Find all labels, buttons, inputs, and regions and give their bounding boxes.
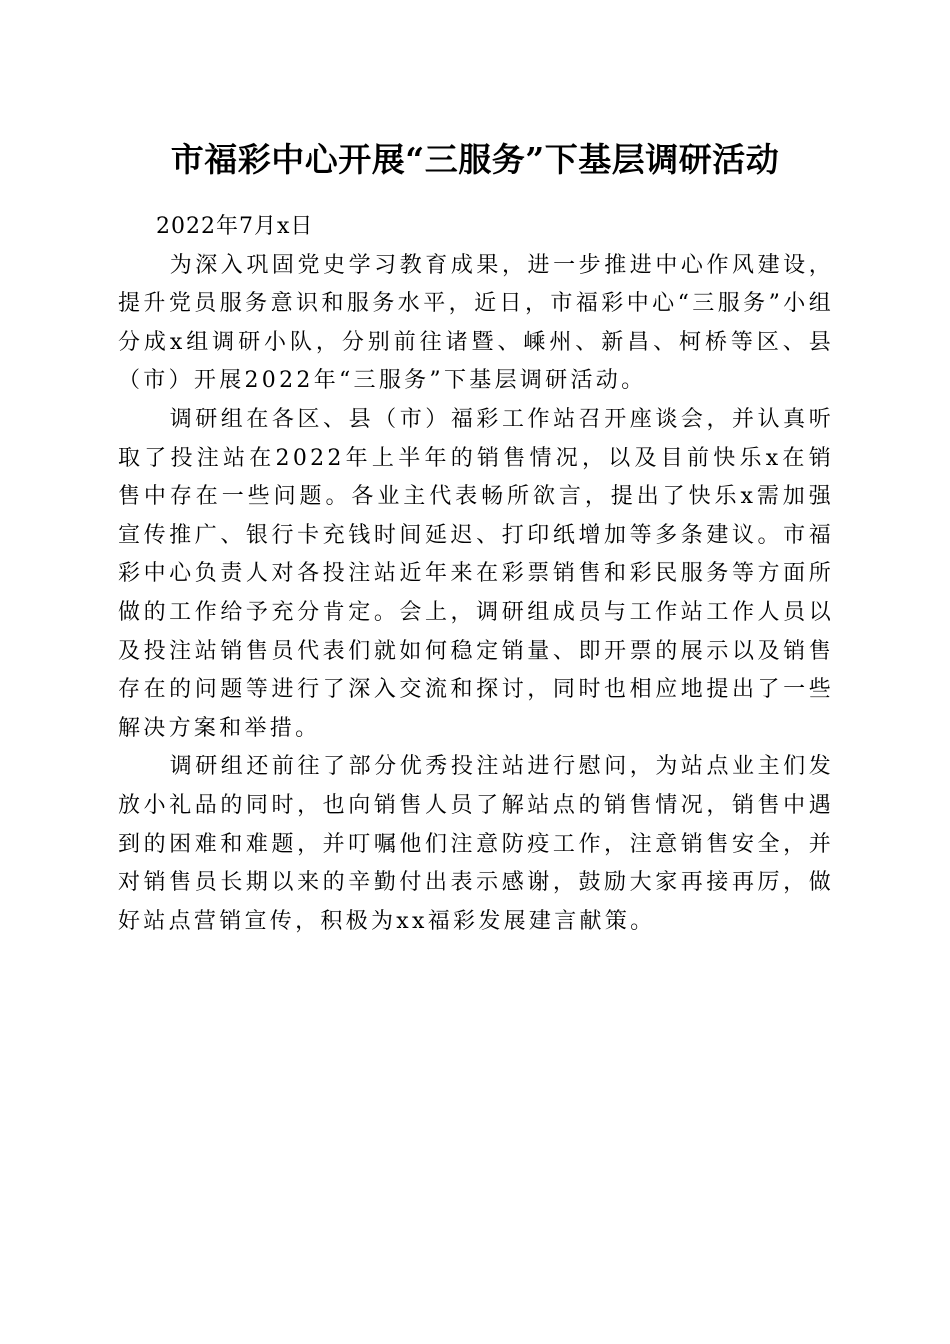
document-date: 2022年7月x日 (156, 214, 314, 239)
document-body (118, 208, 834, 941)
paragraph: 调研组在各区、县（市）福彩工作站召开座谈会，并认真听取了投注站在2022年上半年的销售情况，以及目前快乐x在销售中存在一些问题。各业主代表畅所欲言，提出了快乐x需加强宣传推广、银行卡充钱时间延迟、打印纸增加等多条建议。市福彩中心负责人对各投注站近年来在彩票销售和彩民服务等方面所做的工作给予充分肯定。会上，调研组成员与工作站工作人员以及投注站销售员代表们就如何稳定销量、即开票的展示以及销售存在的问题等进行了深入交流和探讨，同时也相应地提出了一些解决方案和举措。 (118, 406, 834, 741)
paragraph: 调研组还前往了部分优秀投注站进行慰问，为站点业主们发放小礼品的同时，也向销售人员了解站点的销售情况，销售中遇到的困难和难题，并叮嘱他们注意防疫工作，注意销售安全，并对销售员长期以来的辛勤付出表示感谢，鼓励大家再接再厉，做好站点营销宣传，积极为xx福彩发展建言献策。 (118, 754, 834, 934)
document-title: 市福彩中心开展“三服务”下基层调研活动 (170, 140, 780, 179)
paragraph: 为深入巩固党史学习教育成果，进一步推进中心作风建设，提升党员服务意识和服务水平，近日，市福彩中心“三服务”小组分成x组调研小队，分别前往诸暨、嵊州、新昌、柯桥等区、县（市）开展2022年“三服务”下基层调研活动。 (118, 252, 834, 394)
